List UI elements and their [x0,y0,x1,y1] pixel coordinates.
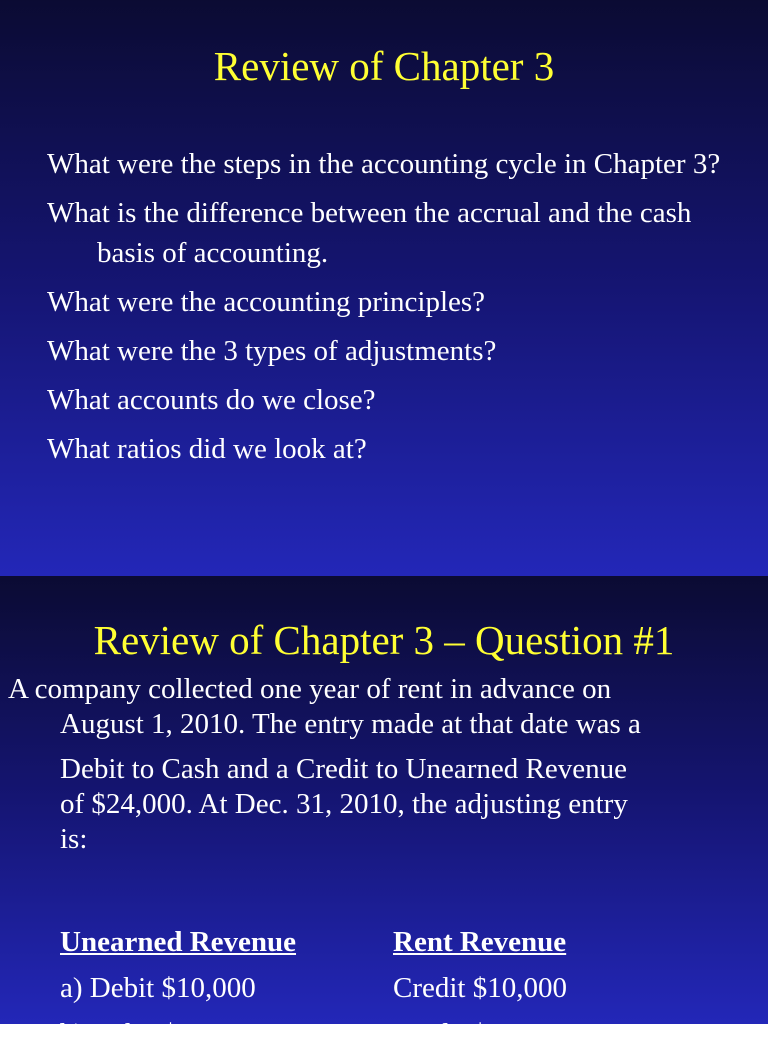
paragraph-line: August 1, 2010. The entry made at that date was a [60,708,641,740]
table-cell: Credit $10,000 [393,972,567,1004]
question-paragraph [8,672,760,857]
paragraph-line: of $24,000. At Dec. 31, 2010, the adjusting entry [60,788,628,820]
slide-title: Review of Chapter 3 [213,43,555,89]
paragraph-line: Debit to Cash and a Credit to Unearned Revenue [60,753,627,785]
slide-title: Review of Chapter 3 – Question #1 [93,617,675,663]
question-item: What were the accounting principles? [47,286,486,318]
question-item: What accounts do we close? [47,384,376,416]
question-item: What were the 3 types of adjustments? [47,335,497,367]
answer-table [60,919,567,1057]
column-header: Rent Revenue [393,926,567,958]
table-cell: a) Debit $10,000 [60,972,256,1004]
table-header-row [60,919,567,965]
paragraph-line: A company collected one year of rent in advance on [8,673,612,705]
question-item: What is the difference between the accrual and the cash basis of accounting. [47,197,692,269]
table-cell: b) Debit $14,000 [60,1018,258,1050]
slide-question-1 [0,576,768,1050]
paragraph-line: is: [60,823,88,855]
question-item: What ratios did we look at? [47,433,367,465]
table-row [60,965,567,1011]
table-cell: Credit $14,000 [393,1018,567,1050]
table-row [60,1011,567,1057]
question-item: What were the steps in the accounting cycle in Chapter 3? [47,148,721,180]
column-header: Unearned Revenue [60,926,297,958]
question-list [47,144,747,478]
